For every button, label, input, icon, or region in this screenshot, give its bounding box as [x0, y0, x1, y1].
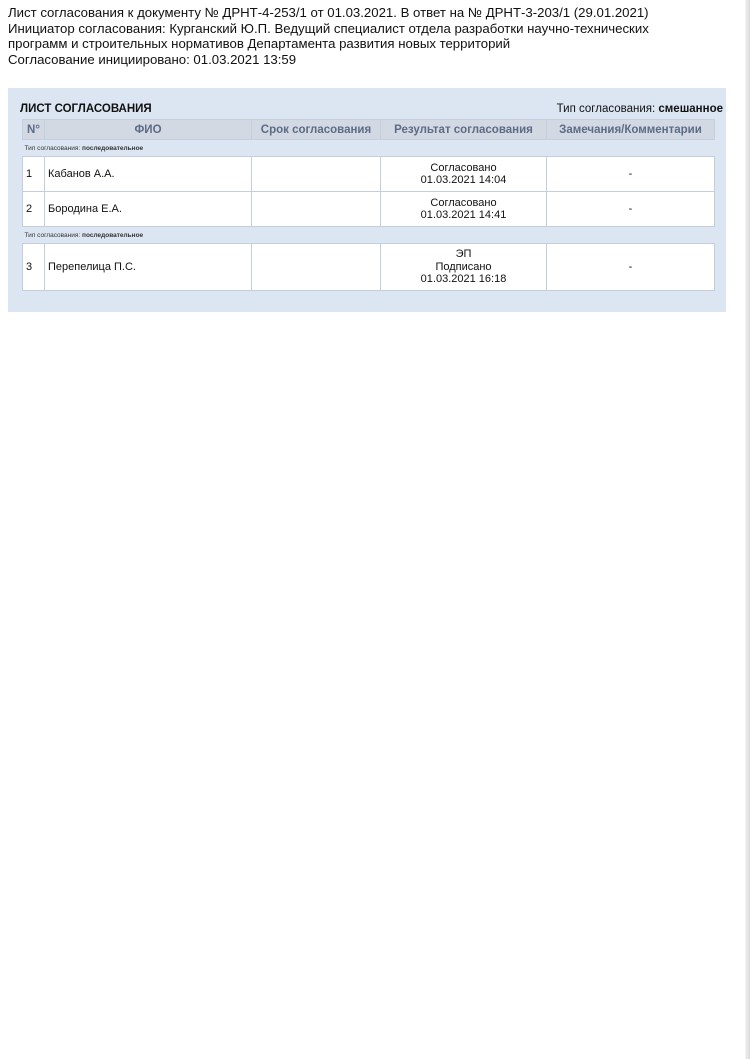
header-line-department: программ и строительных нормативов Департамента развития новых территорий — [8, 36, 511, 51]
group-type-label: Тип согласования: — [24, 231, 81, 239]
row-deadline — [252, 244, 381, 291]
table-header-row — [23, 120, 715, 140]
group-type — [23, 227, 715, 244]
result-date: 01.03.2021 14:04 — [420, 174, 507, 186]
table-row — [23, 244, 715, 291]
group-row — [23, 227, 715, 244]
header-line-initiated: Согласование инициировано: 01.03.2021 13:59 — [8, 51, 297, 67]
column-header-fio: ФИО — [45, 120, 252, 140]
row-comment: - — [547, 192, 715, 227]
row-deadline — [252, 157, 381, 192]
header-line-document: Лист согласования к документу № ДРНТ-4-253/1 от 01.03.2021. В ответ на № ДРНТ-3-203/1 (29.01.2021) — [8, 5, 649, 20]
approval-sheet-panel — [8, 88, 726, 312]
row-comment: - — [547, 157, 715, 192]
table-row — [23, 157, 715, 192]
row-fio: Бородина Е.А. — [45, 192, 252, 227]
row-deadline — [252, 192, 381, 227]
column-header-number: N° — [23, 120, 45, 140]
group-row — [23, 140, 715, 157]
column-header-result: Результат согласования — [381, 120, 547, 140]
row-comment: - — [547, 244, 715, 291]
row-fio: Перепелица П.С. — [45, 244, 252, 291]
group-type-value: последовательное — [82, 144, 144, 152]
page-edge-shadow — [745, 0, 750, 1059]
row-result — [381, 244, 547, 291]
group-type — [23, 140, 715, 157]
approval-sheet-title: ЛИСТ СОГЛАСОВАНИЯ — [20, 103, 152, 115]
approval-table — [22, 119, 715, 291]
row-fio: Кабанов А.А. — [45, 157, 252, 192]
column-header-deadline: Срок согласования — [252, 120, 381, 140]
result-date: 01.03.2021 14:41 — [420, 209, 507, 221]
group-type-value: последовательное — [82, 231, 144, 239]
row-number: 2 — [23, 192, 45, 227]
row-result — [381, 157, 547, 192]
row-number: 1 — [23, 157, 45, 192]
column-header-comments: Замечания/Комментарии — [547, 120, 715, 140]
result-status: Подписано — [435, 260, 492, 273]
approval-type-label: Тип согласования: — [556, 103, 656, 115]
approval-type-value: смешанное — [658, 103, 723, 115]
result-status: Согласовано — [430, 196, 497, 209]
row-number: 3 — [23, 244, 45, 291]
document-header — [8, 5, 738, 67]
result-status: Согласовано — [430, 161, 497, 174]
row-result — [381, 192, 547, 227]
result-signature: ЭП — [455, 248, 472, 261]
approval-type — [557, 102, 723, 116]
table-row — [23, 192, 715, 227]
group-type-label: Тип согласования: — [24, 144, 81, 152]
header-line-initiator: Инициатор согласования: Курганский Ю.П. Ведущий специалист отдела разработки научно-технических — [8, 20, 649, 36]
result-date: 01.03.2021 16:18 — [420, 273, 507, 286]
